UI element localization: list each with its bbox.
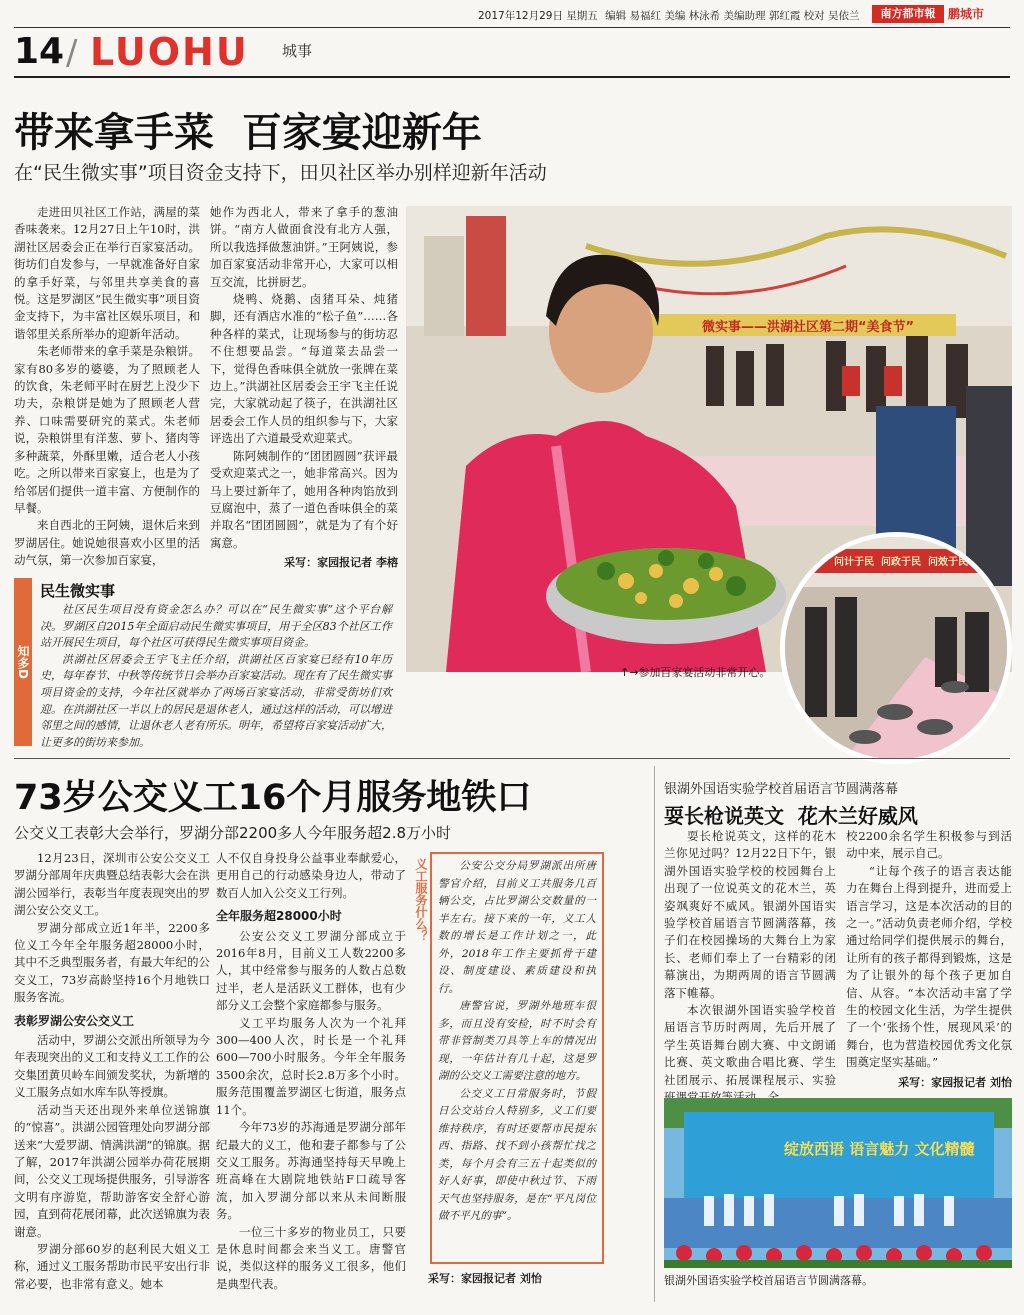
box2-tag: 义工服务什么？ — [414, 858, 428, 942]
paper-brand: 南方都市報 — [880, 7, 936, 20]
stage-photo-illustration — [664, 1098, 1012, 1268]
section-en: LUOHU — [90, 30, 249, 74]
article2-subhead: 公交义工表彰大会举行，罗湖分部2200多人今年服务超2.8万小时 — [14, 824, 452, 842]
section-rule — [14, 76, 1010, 78]
article2-sub2: 全年服务超28000小时 — [216, 909, 342, 924]
article3-col2: 校2200余名学生积极参与到活动中来，展示自己。 “让每个孩子的语言表达能力在舞台上得到提升，进而爱上语言学习，这是本次活动的目的之一。”活动负责老师介绍，学校通过给同学们提供展示的舞台，让所有的孩子都得到锻炼，这是为了让银外的每个孩子更加自信、从容。“本次活动丰富了学生的校园文化生活，为学生提供了一个‘张扬个性，展现风采’的舞台，也为营造校园优秀文化氛围奠定坚实基础。” 采写：家园报记者 刘怡 — [846, 828, 1012, 1091]
article2-credit: 采写：家园报记者 刘怡 — [428, 1272, 542, 1285]
box2-body: 公安公交分局罗湖派出所唐警官介绍，目前义工共服务几百辆公交，占比罗湖公交数量的一半左右。接下来的一年，义工人数的增长是工作计划之一，此外，2018年工作主要抓骨干建设、制度建设、素质建设和执行。 唐警官说，罗湖外地班车很多，而且没有安检，时不时会有带非管制类刀具等上车的情况出现，一年估计有几十起，这是罗湖的公交义工需要注意的地方。 公交义工日常服务时，节假日公交站台人特别多，义工们要维持秩序，有时还要帮市民提东西、指路、找不到小孩帮忙找之类，每个月会有三五十起类似的好人好事，即使中秋过节、下雨天气也坚持服务，是在“平凡岗位做不平凡的事”。 — [438, 860, 596, 1222]
box1-body: 社区民生项目没有资金怎么办？可以在“民生微实事”这个平台解决。罗湖区自2015年全面启动民生微实事项目，用于全区83个社区工作站开展民生项目，每个社区可获得民生微实事项目资金。 洪湖社区居委会王宇飞主任介绍，洪湖社区百家宴已经有10年历史，每年春节、中秋等传统节日会举办百家宴活动。现在有了民生微实事项目资金的支持，今年社区就举办了两场百家宴活动，非常受街坊们欢迎。在洪湖社区一半以上的居民是退休老人，通过这样的活动，可以增进邻里之间的感情，让退休老人老有所乐。明年，希望将百家宴活动扩大，让更多的街坊来参加。 — [40, 603, 392, 749]
header-weekday: 星期五 — [566, 10, 598, 22]
article3-headline: 耍长枪说英文 花木兰好威风 — [664, 804, 918, 828]
stage-banner: 绽放西语 语言魅力 文化精髓 — [784, 1140, 975, 1158]
article3-kicker: 银湖外国语实验学校首届语言节圆满落幕 — [664, 782, 899, 797]
article3-col1: 耍长枪说英文，这样的花木兰你见过吗？12月22日下午，银湖外国语实验学校的校园舞台上出现了一位说英文的花木兰，英姿飒爽好不威风。银湖外国语实验学校首届语言节圆满落幕，孩子们在校园操场的大舞台上为家长、老师们奉上了一台精彩的闭幕演出，为期两周的语言节圆满落下帷幕。 本次银湖外国语实验学校首届语言节历时两周，先后开展了学生英语舞台剧大赛、中文朗诵比赛、英文歌曲合唱比赛、学生社团展示、拓展课程展示、实验 — [664, 829, 836, 1087]
article1-col2: 她作为西北人，带来了拿手的葱油饼。“南方人做面食没有北方人强，所以我选择做葱油饼。”王阿姨说，参加百家宴活动非常开心，大家可以相互交流，比拼厨艺。 烧鸭、烧鹅、卤猪耳朵、炖猪脚，还有酒店水准的“松子鱼”……各种各样的菜式，让现场参与的街坊忍不住想要品尝。“每道菜去品尝一下，觉得色香味俱全就放一张牌在菜边上。”洪湖社区居委会王宇飞主任说完，大家就动起了筷子，在洪湖社区居委会工作人员的组织参与下，大家评选出了六道最受欢迎菜式。 陈阿姨制作的“团团圆圆”获评最受欢迎菜式之一，她非常高兴。因为马上要过新年了，她用各种肉馅放到豆腐泡中，蒸了一道色香味俱全的菜并取名“团团圆圆”，就是为了有个好寓意。 采写：家园报记者 李榕 — [210, 204, 398, 572]
box1-title: 民生微实事 — [40, 582, 116, 600]
article2-headline: 73岁公交义工16个月服务地铁口 — [14, 778, 532, 818]
header-staff: 编辑 易福红 美编 林泳希 美编助理 郭红霞 校对 吴依兰 — [605, 10, 860, 22]
article3-photo — [664, 1098, 1012, 1268]
section-cn: 城事 — [282, 42, 313, 60]
article2-col2: 人不仅自身投身公益事业奉献爱心，更用自己的行动感染身边人，带动了数百人加入公交义工行列。 全年服务超28000小时 公安公交义工罗湖分部成立于2016年8月，目前义工人数2200多人，其中经常参与服务的人数占总数过半，老人是活跃义工群体，也有少部分义工会整个家庭都参与服务。 义工平均服务人次为一个礼拜300—400人次，时长是一个礼拜600—700小时服务。今年全年服务3500余次，总时长2.8万多个小时。服务范围覆盖罗湖区七街道，服务点11个。 今年73岁的苏海通是罗湖分部年纪最大的义工，他和妻子都参与了公交义工服务。苏海通坚持每天早晚上班高峰在大剧院地铁站F口疏导客流，加入罗湖分部以来从未间断服务。 一位三十多岁的物业员工，只要是休息时间都会来当义工。唐警官说，类似这样的服务义工很多，他们是典型代表。 — [216, 851, 406, 1291]
article2-col1: 12月23日，深圳市公安公交义工罗湖分部周年庆典暨总结表彰大会在洪湖公园举行，表彰当年度表现突出的罗湖公安公交义工。 罗湖分部成立近1年半，2200多位义工今年全年服务超28000小时，其中不乏典型服务者，有最大年纪的公交义工，73岁高龄坚持16个月地铁口服务客流。 表彰罗湖公安公交义工 活动中，罗湖公交派出所领导为今年表现突出的义工和支持义工工作的公交集团黄贝岭车间颁发奖状，为新增的义工服务点如水库车队等授旗。 活动当天还出现外来单位送锦旗的“惊喜”。洪湖公园管理处向罗湖分部送来“大爱罗湖、情满洪湖”的锦旗。据了解，2017年洪湖公园举办荷花展期间，公交义工现场提供服务，引导游客文明有序游览，帮助游客安全舒心游园，直到荷花展闭幕，此次送锦旗为表谢意。 罗湖分部60岁的赵利民大姐义工称，通过义工服务帮助市民平安出行非常必要，也非常有意义。她本 — [14, 851, 210, 1291]
photo-banner: 微实事——洪湖社区第二期“美食节” — [702, 320, 915, 335]
paper-sub: 鹏城市 — [948, 7, 985, 21]
page-number: 14 — [14, 31, 65, 72]
paper-sub-logo — [948, 5, 1014, 23]
article1-credit: 采写：家园报记者 李榕 — [284, 556, 398, 570]
article1-subhead: 在“民生微实事”项目资金支持下，田贝社区举办别样迎新年活动 — [14, 162, 547, 184]
article2-sub1: 表彰罗湖公安公交义工 — [14, 1013, 135, 1028]
right-divider — [654, 766, 655, 1302]
box1-tag: 知多D — [14, 578, 32, 746]
article3-photo-caption: 银湖外国语实验学校首届语言节圆满落幕。 — [664, 1274, 873, 1287]
article1-inset-photo — [780, 532, 1012, 764]
mid-rule — [14, 758, 1010, 759]
paper-logo — [872, 5, 944, 23]
header-info — [478, 8, 870, 23]
inset-photo-illustration — [785, 537, 1007, 759]
page-slash: / — [66, 33, 78, 73]
article1-col1: 走进田贝社区工作站，满屋的菜香味袭来。12月27日上午10时，洪湖社区居委会正在举行百家宴活动。街坊们自发参与，一早就准备好自家的拿手好菜，与邻里共享美食的喜悦。这是罗湖区“民生微实事”项目资金支持下，为丰富社区娱乐项目，和谐邻里关系所举办的迎新年活动。 朱老师带来的拿手菜是杂粮饼。家有80多岁的婆婆，为了照顾老人的饮食，朱老师平时在厨艺上没少下功夫，杂粮饼是她为了照顾老人营养、口味需要研究的菜式。朱老师说，杂粮饼里有洋葱、萝卜、猪肉等多种蔬菜，外酥里嫩，适合老人小孩吃。之所以带来百家宴上，也是为了给邻居们提供一道丰富、方便制作的早餐。 来自西北的王阿姨，退休后来到罗湖居住。她说她很喜欢小区里的活动气氛，第一次参加百家宴， — [14, 205, 200, 568]
article1-headline: 带来拿手菜 百家宴迎新年 — [14, 110, 482, 156]
article3-credit: 采写：家园报记者 刘怡 — [898, 1075, 1012, 1089]
header-date: 2017年12月29日 — [478, 10, 563, 22]
inset-banner: 问计于民 问政于民 问效于民 — [834, 557, 968, 568]
article1-photo-caption: ↑→参加百家宴活动非常开心。 — [620, 666, 771, 679]
